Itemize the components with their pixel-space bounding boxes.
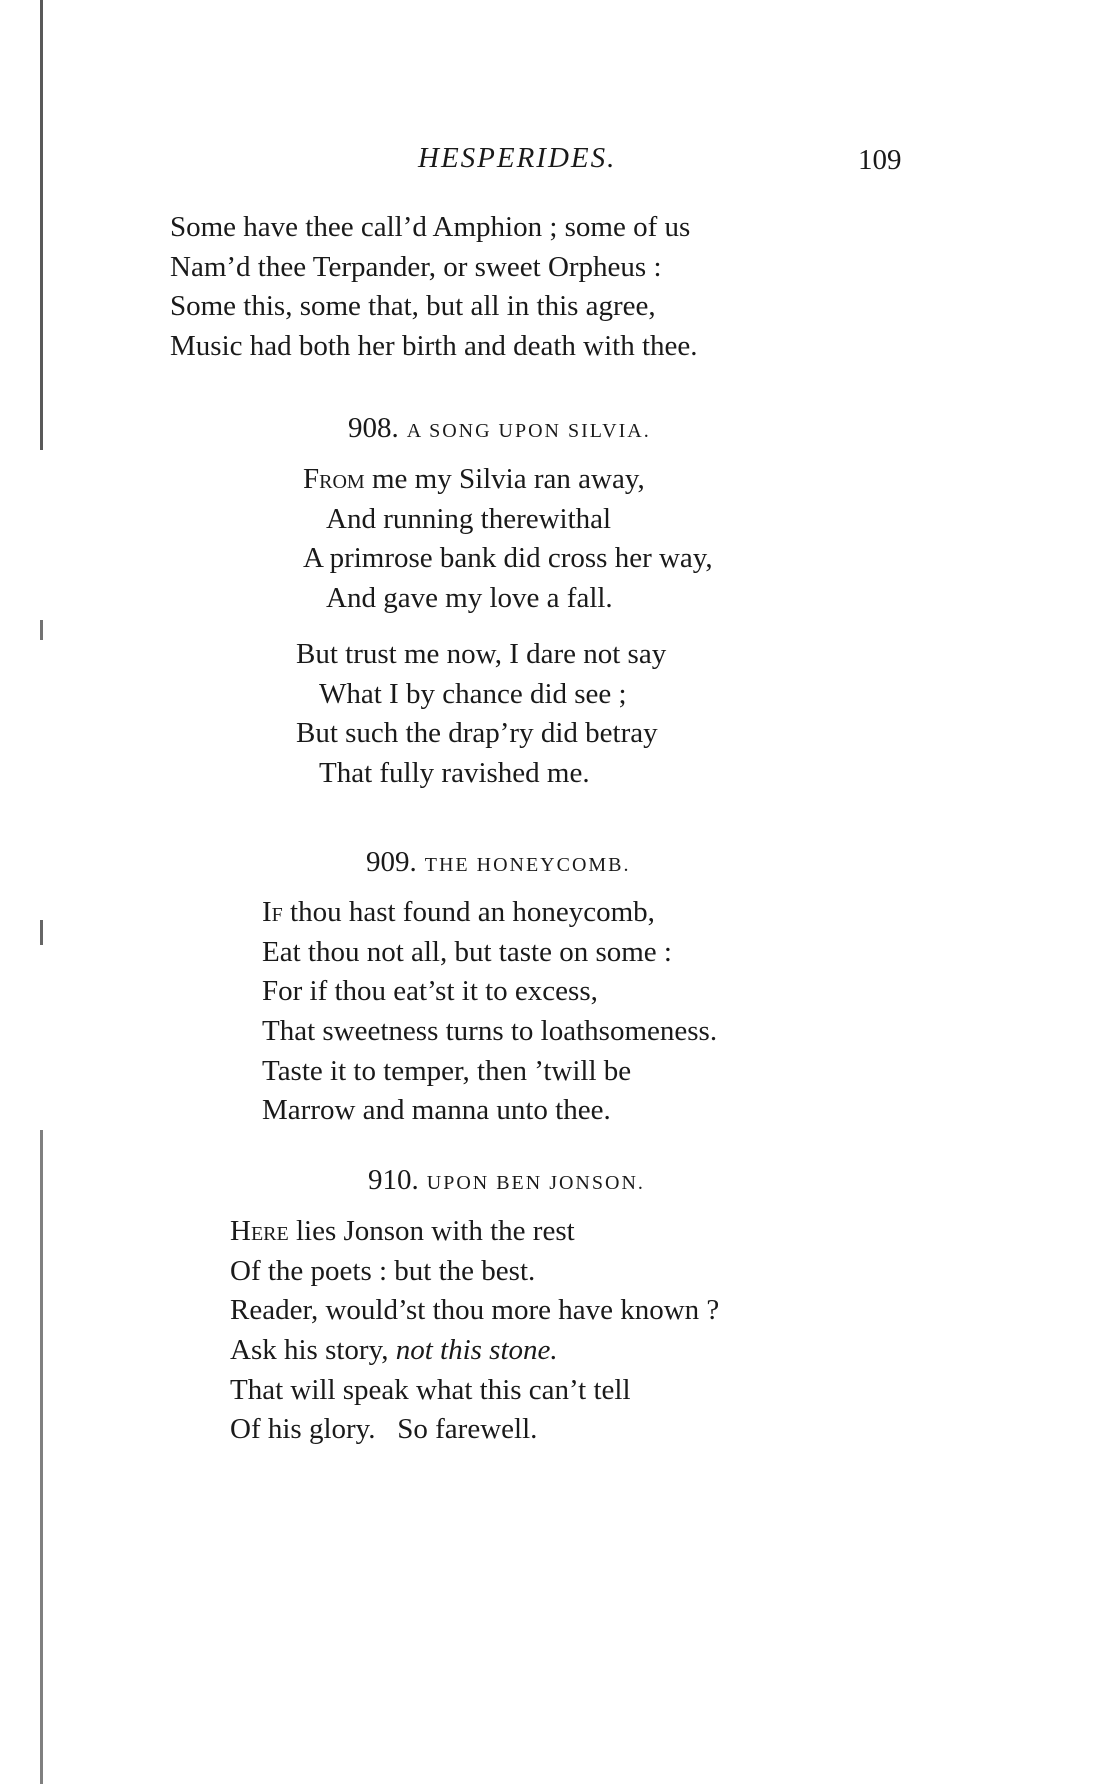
- italic-phrase: not this stone.: [395, 1334, 558, 1367]
- verse-line: Eat thou not all, but taste on some :: [262, 935, 672, 968]
- opening-word: If: [262, 896, 283, 928]
- previous-poem-ending: [170, 208, 698, 367]
- page-header: [0, 142, 1119, 182]
- poem-909: [262, 893, 717, 1131]
- verse-line: That fully ravished me.: [319, 757, 590, 790]
- verse-line: Reader, would’st thou more have known ?: [230, 1294, 720, 1327]
- verse-line: For if thou eat’st it to excess,: [262, 975, 598, 1008]
- verse-line: Taste it to temper, then ’twill be: [262, 1054, 632, 1087]
- opening-word: Here: [230, 1215, 289, 1247]
- verse-line: But such the drap’ry did betray: [296, 717, 658, 750]
- verse-line: Nam’d thee Terpander, or sweet Orpheus :: [170, 250, 662, 283]
- page-number: 109: [858, 144, 902, 176]
- poem-910: [230, 1212, 719, 1450]
- verse-line: That will speak what this can’t tell: [230, 1373, 631, 1406]
- verse-line: But trust me now, I dare not say: [296, 638, 667, 670]
- poem-number: 908.: [348, 412, 399, 444]
- poem-heading-909: [366, 846, 631, 879]
- verse-line: Music had both her birth and death with thee.: [170, 330, 698, 363]
- verse-line: Some have thee call’d Amphion ; some of us: [170, 211, 691, 243]
- verse-line: Marrow and manna unto thee.: [262, 1094, 611, 1127]
- poem-title: THE HONEYCOMB.: [424, 854, 631, 876]
- verse-line: Here lies Jonson with the rest: [230, 1215, 575, 1247]
- verse-line: What I by chance did see ;: [319, 677, 627, 710]
- verse-line: And gave my love a fall.: [326, 582, 613, 615]
- verse-line: Of his glory. So farewell.: [230, 1413, 538, 1446]
- poem-title: UPON BEN JONSON.: [426, 1172, 645, 1194]
- verse-line: A primrose bank did cross her way,: [303, 542, 713, 575]
- poem-908-stanza-2: [296, 635, 666, 794]
- verse-line: Ask his story, not this stone.: [230, 1334, 558, 1367]
- poem-number: 909.: [366, 846, 417, 878]
- verse-line: From me my Silvia ran away,: [303, 463, 645, 495]
- verse-line: If thou hast found an honeycomb,: [262, 896, 655, 928]
- poem-heading-908: [348, 412, 651, 445]
- verse-line: Of the poets : but the best.: [230, 1254, 536, 1287]
- running-title: HESPERIDES.: [418, 142, 617, 174]
- poem-908-stanza-1: [303, 460, 713, 619]
- verse-line: And running therewithal: [326, 502, 612, 535]
- verse-line: Some this, some that, but all in this agree,: [170, 290, 656, 323]
- poem-number: 910.: [368, 1164, 419, 1196]
- verse-line: That sweetness turns to loathsomeness.: [262, 1015, 718, 1048]
- poem-title: A SONG UPON SILVIA.: [406, 420, 651, 442]
- opening-word: From: [303, 463, 365, 495]
- poem-heading-910: [368, 1164, 645, 1197]
- scan-binding-edge: [40, 0, 43, 1784]
